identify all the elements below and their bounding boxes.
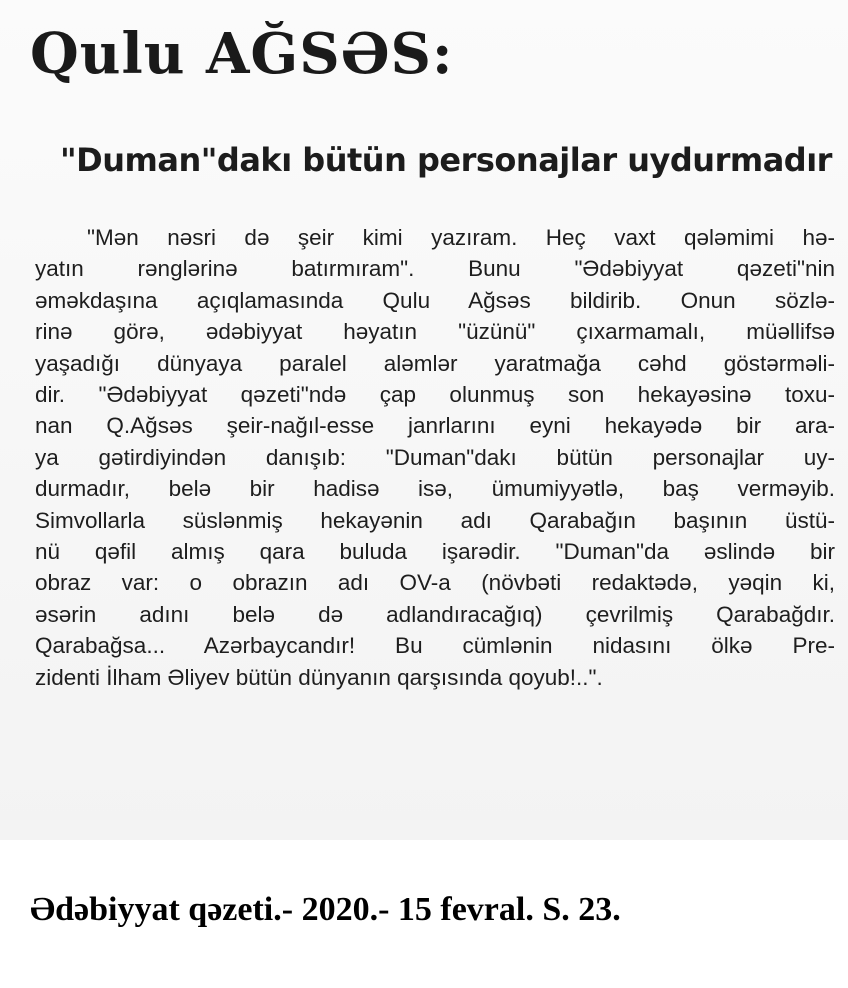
body-line: Simvollarla süslənmiş hekayənin adı Qarabağın başının üstü- [35,507,835,533]
body-line: durmadır, belə bir hadisə isə, ümumiyyətlə, baş verməyib. [35,476,835,502]
headline-text: Qulu AĞSƏS: [30,21,454,87]
body-line: əməkdaşına açıqlamasında Qulu Ağsəs bildirib. Onun sözlə- [35,287,835,313]
source-citation: Ədəbiyyat qəzeti.- 2020.- 15 fevral. S. 23. [30,891,621,928]
body-line: Qarabağsa... Azərbaycandır! Bu cümlənin nidasını ölkə Pre- [35,633,835,659]
body-line: dir. "Ədəbiyyat qəzeti"ndə çap olunmuş son hekayəsinə toxu- [35,382,835,408]
body-line: ya gətirdiyindən danışıb: "Duman"dakı bütün personajlar uy- [35,444,835,470]
body-line: yatın rənglərinə batırmıram". Bunu "Ədəbiyyat qəzeti"nin [35,256,835,282]
body-line: obraz var: o obrazın adı OV-a (növbəti redaktədə, yəqin ki, [35,570,835,596]
body-line: əsərin adını belə də adlandıracağıq) çevrilmiş Qarabağdır. [35,601,835,627]
body-line: zidenti İlham Əliyev bütün dünyanın qarşısında qoyub!..". [35,664,603,690]
article-body [35,222,835,693]
subheadline: "Duman"dakı bütün personajlar uydurmadır [60,141,832,179]
body-line: yaşadığı dünyaya paralel aləmlər yaratmağa cəhd göstərməli- [35,350,835,376]
body-line: "Mən nəsri də şeir kimi yazıram. Heç vaxt qələmimi hə- [87,225,835,250]
body-line: rinə görə, ədəbiyyat həyatın "üzünü" çıxarmamalı, müəllifsə [35,319,835,345]
body-line: nan Q.Ağsəs şeir-nağıl-esse janrlarını eyni hekayədə bir ara- [35,413,835,439]
body-line: nü qəfil almış qara buluda işarədir. "Duman"da əslində bir [35,539,835,565]
headline [30,22,454,86]
